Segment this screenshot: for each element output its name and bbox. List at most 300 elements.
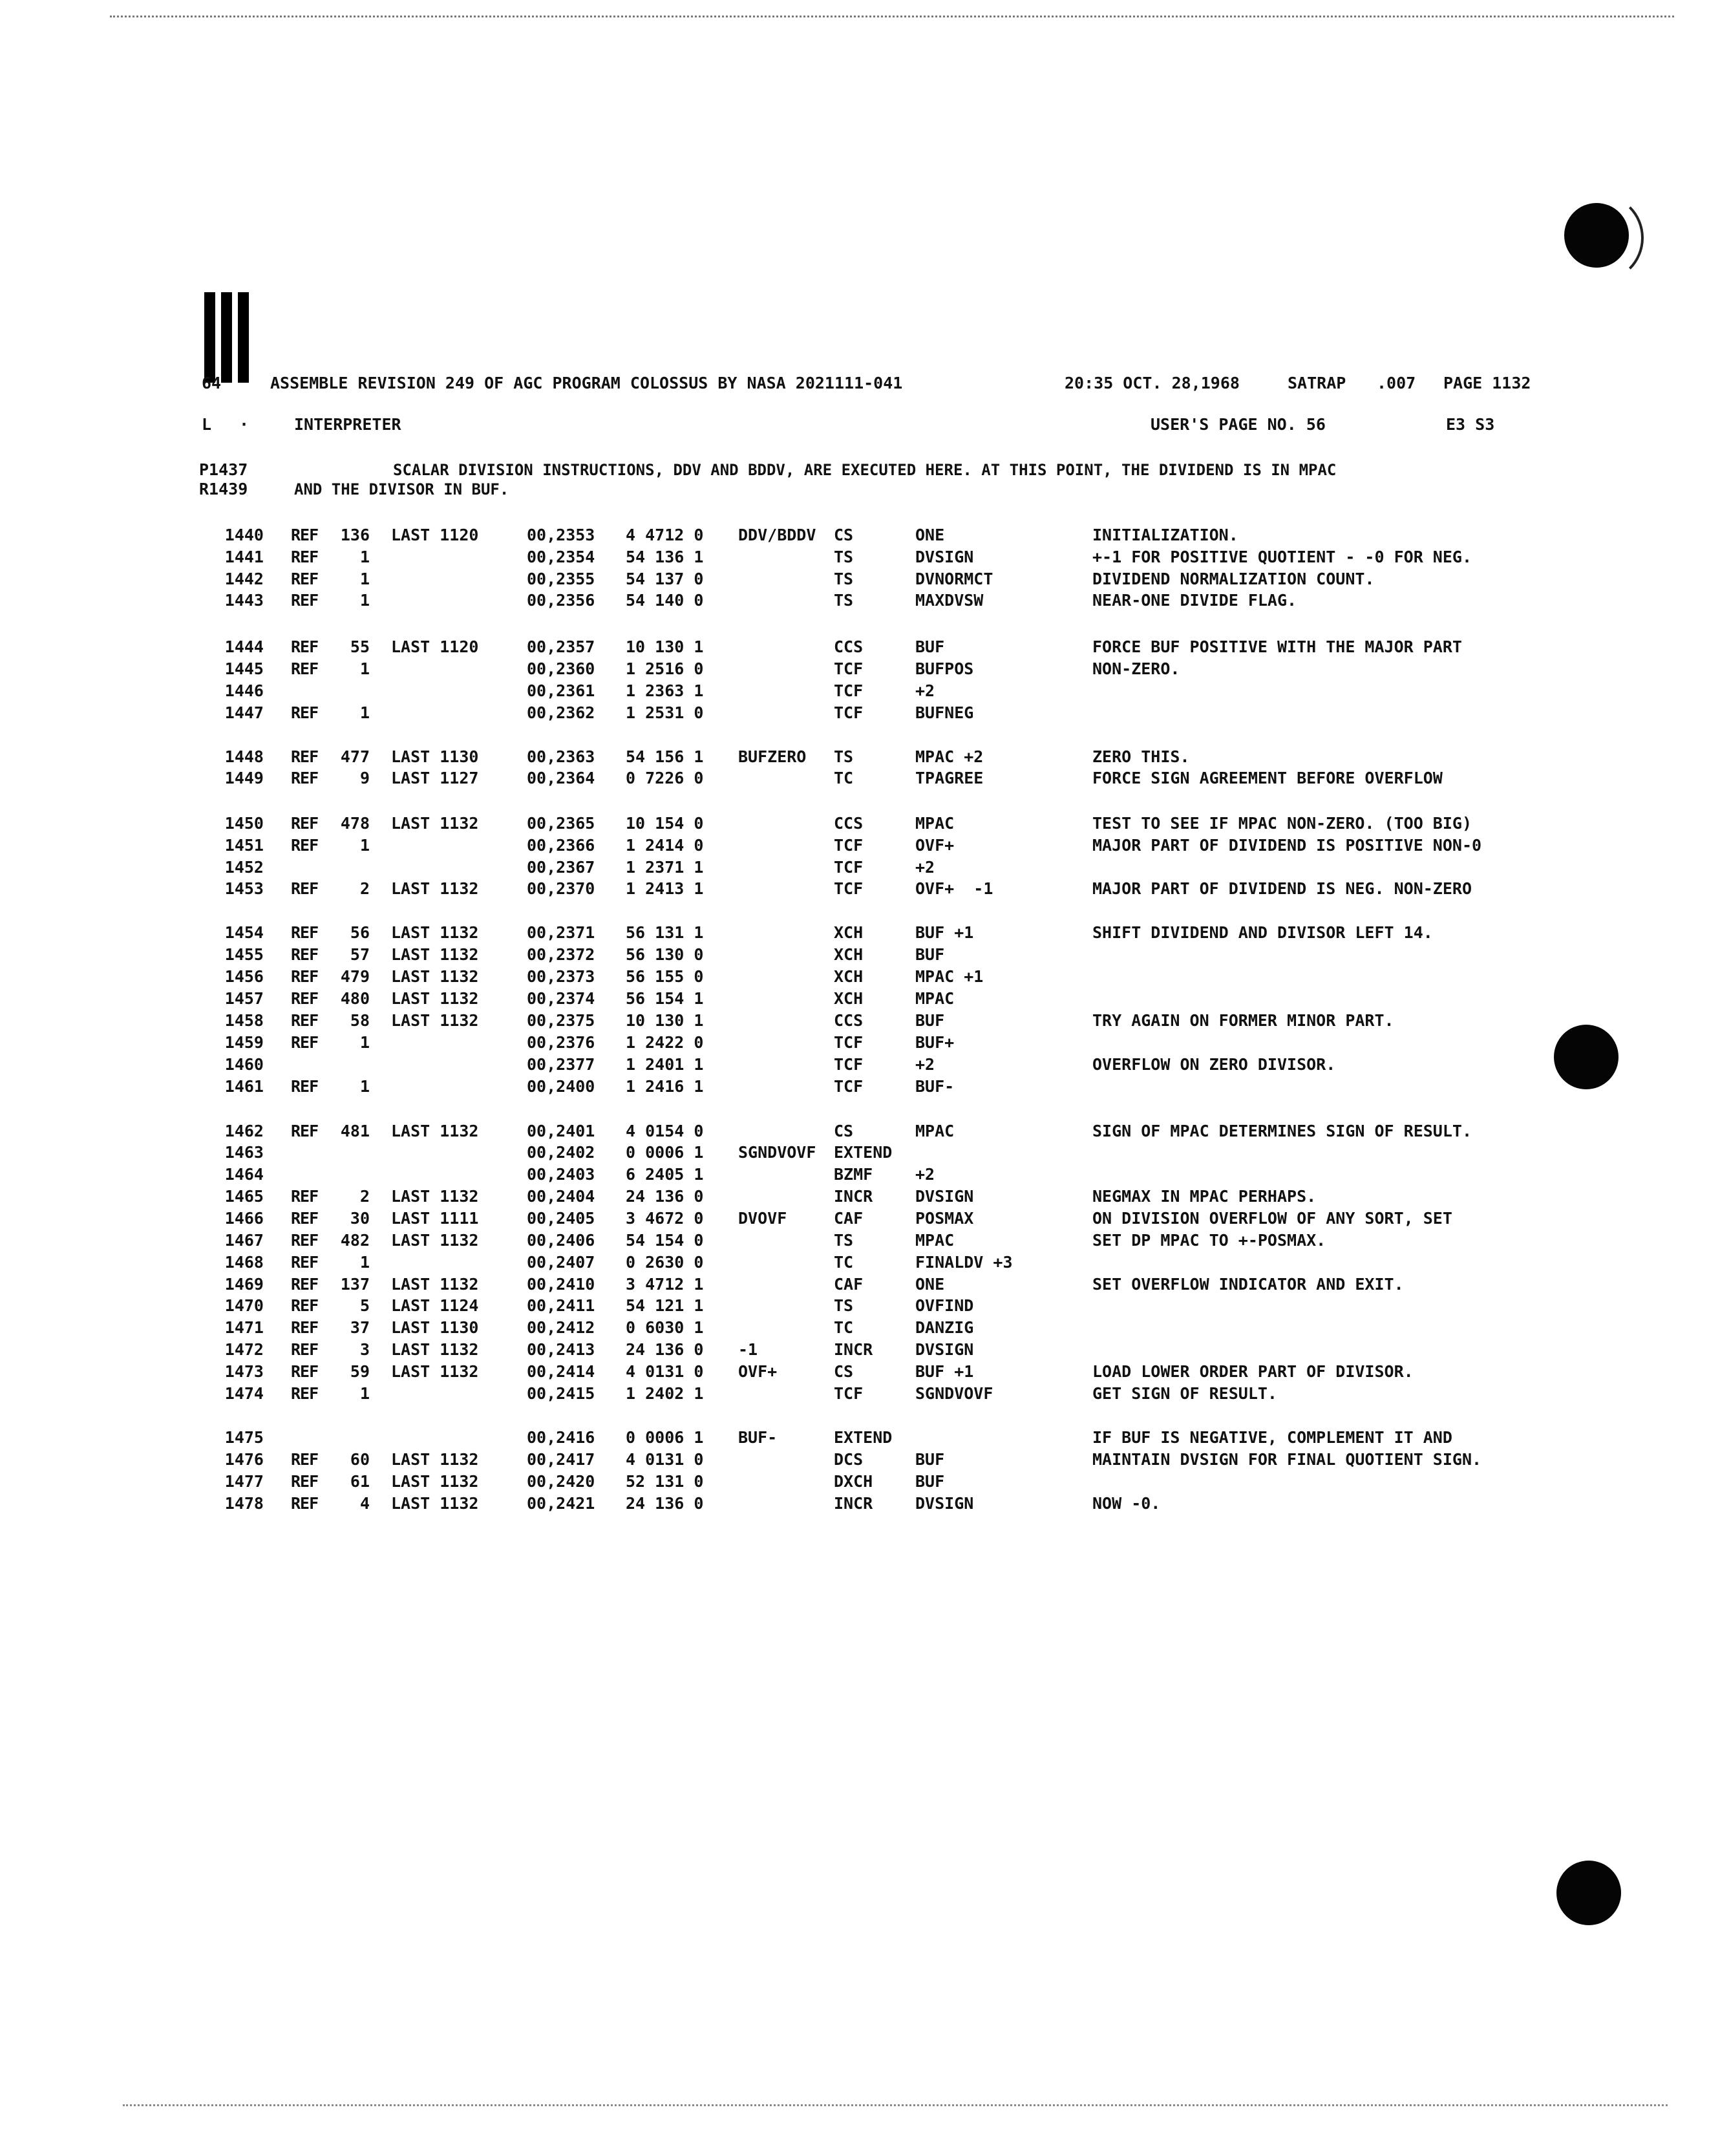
operand: +2 (915, 858, 935, 877)
ref-number: 1 (359, 836, 370, 855)
ref-number: 1 (359, 1253, 370, 1272)
address: 00,2413 (527, 1340, 595, 1359)
octal-code: 4 0131 0 (626, 1362, 704, 1381)
octal-code: 52 131 0 (626, 1472, 704, 1491)
operand: +2 (915, 681, 935, 700)
address: 00,2373 (527, 967, 595, 986)
opcode: INCR (834, 1340, 873, 1359)
last-reference: LAST 1127 (391, 769, 479, 787)
octal-code: 24 136 0 (626, 1340, 704, 1359)
address: 00,2356 (527, 591, 595, 610)
last-reference: LAST 1132 (391, 1187, 479, 1206)
listing-row (0, 1010, 1709, 1031)
ref-code: REF (291, 1296, 319, 1315)
operand: +2 (915, 1055, 935, 1074)
octal-code: 10 154 0 (626, 814, 704, 833)
opcode: XCH (834, 923, 864, 942)
ref-code: REF (291, 989, 319, 1008)
header-prefix: 64 (202, 374, 222, 392)
last-reference: LAST 1132 (391, 1011, 479, 1030)
opcode: CAF (834, 1209, 864, 1228)
comment: NON-ZERO. (1092, 659, 1180, 678)
octal-code: 4 0154 0 (626, 1122, 704, 1140)
opcode: TS (834, 1231, 854, 1250)
comment: MAINTAIN DVSIGN FOR FINAL QUOTIENT SIGN. (1092, 1450, 1482, 1469)
last-reference: LAST 1132 (391, 1472, 479, 1491)
operand: DVSIGN (915, 1494, 974, 1513)
operand: POSMAX (915, 1209, 974, 1228)
comment: TRY AGAIN ON FORMER MINOR PART. (1092, 1011, 1394, 1030)
ref-code: REF (291, 1472, 319, 1491)
comment: SET DP MPAC TO +-POSMAX. (1092, 1231, 1326, 1250)
comment: SIGN OF MPAC DETERMINES SIGN OF RESULT. (1092, 1122, 1472, 1140)
listing-row (0, 590, 1709, 611)
ref-number: 37 (350, 1318, 370, 1337)
line-number: 1478 (224, 1494, 264, 1513)
ref-code: REF (291, 1318, 319, 1337)
opcode: TS (834, 747, 854, 766)
operand: MPAC (915, 989, 955, 1008)
listing-row (0, 1427, 1709, 1448)
address: 00,2400 (527, 1077, 595, 1096)
line-number: 1442 (224, 570, 264, 588)
opcode: EXTEND (834, 1428, 893, 1447)
octal-code: 0 0006 1 (626, 1428, 704, 1447)
header-title: ASSEMBLE REVISION 249 OF AGC PROGRAM COLOSSUS BY NASA 2021111-041 (270, 374, 903, 392)
ref-code: REF (291, 1077, 319, 1096)
line-number: 1472 (224, 1340, 264, 1359)
last-reference: LAST 1132 (391, 945, 479, 964)
last-reference: LAST 1130 (391, 1318, 479, 1337)
ref-number: 30 (350, 1209, 370, 1228)
label: BUF- (738, 1428, 778, 1447)
ref-code: REF (291, 1187, 319, 1206)
opcode: XCH (834, 967, 864, 986)
opcode: TC (834, 1318, 854, 1337)
ref-code: REF (291, 879, 319, 898)
opcode: XCH (834, 945, 864, 964)
line-number: 1455 (224, 945, 264, 964)
listing-row (0, 659, 1709, 679)
opcode: TCF (834, 703, 864, 722)
listing-row (0, 1361, 1709, 1382)
address: 00,2403 (527, 1165, 595, 1184)
ref-number: 482 (340, 1231, 370, 1250)
last-reference: LAST 1132 (391, 1340, 479, 1359)
line-number: 1446 (224, 681, 264, 700)
comment: FORCE BUF POSITIVE WITH THE MAJOR PART (1092, 637, 1462, 656)
comment: ZERO THIS. (1092, 747, 1190, 766)
line-number: 1477 (224, 1472, 264, 1491)
opcode: TCF (834, 1033, 864, 1052)
ref-number: 1 (359, 703, 370, 722)
last-reference: LAST 1132 (391, 989, 479, 1008)
line-number: 1461 (224, 1077, 264, 1096)
last-reference: LAST 1132 (391, 1122, 479, 1140)
ref-code: REF (291, 548, 319, 566)
address: 00,2416 (527, 1428, 595, 1447)
listing-row (0, 1449, 1709, 1470)
operand: MPAC (915, 814, 955, 833)
comment: SHIFT DIVIDEND AND DIVISOR LEFT 14. (1092, 923, 1433, 942)
comment: ON DIVISION OVERFLOW OF ANY SORT, SET (1092, 1209, 1452, 1228)
line-number: 1452 (224, 858, 264, 877)
header-system: SATRAP (1288, 374, 1346, 392)
octal-code: 1 2363 1 (626, 681, 704, 700)
label: BUFZERO (738, 747, 807, 766)
operand: MPAC +2 (915, 747, 984, 766)
address: 00,2364 (527, 769, 595, 787)
address: 00,2421 (527, 1494, 595, 1513)
opcode: TCF (834, 858, 864, 877)
opcode: CS (834, 1362, 854, 1381)
comment: OVERFLOW ON ZERO DIVISOR. (1092, 1055, 1336, 1074)
subheader-section: INTERPRETER (294, 415, 401, 434)
ref-number: 1 (359, 548, 370, 566)
line-number: 1466 (224, 1209, 264, 1228)
opcode: CS (834, 526, 854, 544)
ref-code: REF (291, 1033, 319, 1052)
address: 00,2355 (527, 570, 595, 588)
ref-number: 9 (359, 769, 370, 787)
comment: FORCE SIGN AGREEMENT BEFORE OVERFLOW (1092, 769, 1443, 787)
octal-code: 1 2401 1 (626, 1055, 704, 1074)
opcode: TCF (834, 836, 864, 855)
ref-number: 61 (350, 1472, 370, 1491)
listing-row (0, 1493, 1709, 1514)
opcode: EXTEND (834, 1143, 893, 1162)
ref-number: 1 (359, 1077, 370, 1096)
opcode: CCS (834, 814, 864, 833)
opcode: INCR (834, 1187, 873, 1206)
ref-code: REF (291, 814, 319, 833)
page-edge-bottom (123, 2104, 1668, 2106)
operand: SGNDVOVF (915, 1384, 993, 1403)
address: 00,2407 (527, 1253, 595, 1272)
ref-number: 481 (340, 1122, 370, 1140)
operand: BUF- (915, 1077, 955, 1096)
opcode: TCF (834, 1055, 864, 1074)
listing-row (0, 1121, 1709, 1142)
listing-row (0, 747, 1709, 767)
line-number: 1457 (224, 989, 264, 1008)
ref-number: 2 (359, 1187, 370, 1206)
operand: OVF+ (915, 836, 955, 855)
preamble-line-number: P1437 (199, 460, 248, 479)
octal-code: 56 154 1 (626, 989, 704, 1008)
octal-code: 1 2402 1 (626, 1384, 704, 1403)
line-number: 1445 (224, 659, 264, 678)
comment: NEAR-ONE DIVIDE FLAG. (1092, 591, 1297, 610)
opcode: CAF (834, 1275, 864, 1294)
operand: DVSIGN (915, 548, 974, 566)
line-number: 1464 (224, 1165, 264, 1184)
comment: LOAD LOWER ORDER PART OF DIVISOR. (1092, 1362, 1414, 1381)
listing-row (0, 1383, 1709, 1404)
octal-code: 4 4712 0 (626, 526, 704, 544)
address: 00,2376 (527, 1033, 595, 1052)
last-reference: LAST 1132 (391, 1275, 479, 1294)
address: 00,2354 (527, 548, 595, 566)
operand: BUF +1 (915, 1362, 974, 1381)
octal-code: 54 136 1 (626, 548, 704, 566)
ref-code: REF (291, 1122, 319, 1140)
address: 00,2410 (527, 1275, 595, 1294)
octal-code: 54 137 0 (626, 570, 704, 588)
opcode: TCF (834, 1077, 864, 1096)
line-number: 1459 (224, 1033, 264, 1052)
operand: OVF+ -1 (915, 879, 993, 898)
address: 00,2365 (527, 814, 595, 833)
listing-row (0, 525, 1709, 546)
operand: ONE (915, 1275, 945, 1294)
ref-number: 478 (340, 814, 370, 833)
octal-code: 3 4712 1 (626, 1275, 704, 1294)
address: 00,2363 (527, 747, 595, 766)
operand: BUF (915, 1450, 945, 1469)
ref-number: 55 (350, 637, 370, 656)
ref-code: REF (291, 1384, 319, 1403)
last-reference: LAST 1111 (391, 1209, 479, 1228)
listing-row (0, 1274, 1709, 1295)
comment: INITIALIZATION. (1092, 526, 1238, 544)
listing-row (0, 1054, 1709, 1075)
octal-code: 4 0131 0 (626, 1450, 704, 1469)
ref-number: 136 (340, 526, 370, 544)
octal-code: 10 130 1 (626, 637, 704, 656)
operand: BUF (915, 637, 945, 656)
opcode: TS (834, 570, 854, 588)
listing-row (0, 988, 1709, 1009)
listing-row (0, 835, 1709, 856)
line-number: 1451 (224, 836, 264, 855)
subheader-dot: · (239, 415, 249, 434)
octal-code: 54 156 1 (626, 747, 704, 766)
opcode: CCS (834, 637, 864, 656)
address: 00,2362 (527, 703, 595, 722)
comment: DIVIDEND NORMALIZATION COUNT. (1092, 570, 1375, 588)
operand: BUF (915, 945, 945, 964)
opcode: CCS (834, 1011, 864, 1030)
line-number: 1441 (224, 548, 264, 566)
address: 00,2361 (527, 681, 595, 700)
listing-row (0, 681, 1709, 701)
listing-row (0, 547, 1709, 568)
last-reference: LAST 1132 (391, 923, 479, 942)
ref-code: REF (291, 923, 319, 942)
last-reference: LAST 1132 (391, 967, 479, 986)
line-number: 1474 (224, 1384, 264, 1403)
operand: MPAC (915, 1122, 955, 1140)
last-reference: LAST 1132 (391, 1231, 479, 1250)
opcode: TS (834, 548, 854, 566)
last-reference: LAST 1132 (391, 1450, 479, 1469)
opcode: TC (834, 1253, 854, 1272)
octal-code: 0 2630 0 (626, 1253, 704, 1272)
ref-code: REF (291, 1209, 319, 1228)
label: DVOVF (738, 1209, 787, 1228)
listing-row (0, 1252, 1709, 1273)
ref-number: 1 (359, 1384, 370, 1403)
ref-number: 1 (359, 659, 370, 678)
subheader-sheet: E3 S3 (1446, 415, 1495, 434)
operand: BUF (915, 1472, 945, 1491)
ref-number: 60 (350, 1450, 370, 1469)
address: 00,2366 (527, 836, 595, 855)
octal-code: 24 136 0 (626, 1494, 704, 1513)
listing-row (0, 1318, 1709, 1338)
ref-number: 137 (340, 1275, 370, 1294)
ref-number: 56 (350, 923, 370, 942)
octal-code: 1 2371 1 (626, 858, 704, 877)
listing-row (0, 1471, 1709, 1492)
comment: SET OVERFLOW INDICATOR AND EXIT. (1092, 1275, 1404, 1294)
ref-code: REF (291, 1340, 319, 1359)
address: 00,2371 (527, 923, 595, 942)
listing-row (0, 1164, 1709, 1185)
ref-number: 59 (350, 1362, 370, 1381)
line-number: 1450 (224, 814, 264, 833)
opcode: TCF (834, 1384, 864, 1403)
listing-row (0, 879, 1709, 899)
ref-number: 5 (359, 1296, 370, 1315)
operand: DVSIGN (915, 1187, 974, 1206)
comment: GET SIGN OF RESULT. (1092, 1384, 1277, 1403)
opcode: TS (834, 591, 854, 610)
listing-row (0, 637, 1709, 657)
operand: BUFNEG (915, 703, 974, 722)
opcode: BZMF (834, 1165, 873, 1184)
operand: +2 (915, 1165, 935, 1184)
opcode: DCS (834, 1450, 864, 1469)
line-number: 1456 (224, 967, 264, 986)
address: 00,2415 (527, 1384, 595, 1403)
ref-code: REF (291, 945, 319, 964)
opcode: INCR (834, 1494, 873, 1513)
line-number: 1443 (224, 591, 264, 610)
subheader-user-page: USER'S PAGE NO. 56 (1151, 415, 1326, 434)
address: 00,2411 (527, 1296, 595, 1315)
ref-code: REF (291, 1011, 319, 1030)
octal-code: 54 121 1 (626, 1296, 704, 1315)
line-number: 1475 (224, 1428, 264, 1447)
opcode: TCF (834, 879, 864, 898)
last-reference: LAST 1132 (391, 879, 479, 898)
listing-row (0, 945, 1709, 965)
last-reference: LAST 1132 (391, 814, 479, 833)
ref-code: REF (291, 637, 319, 656)
line-number: 1453 (224, 879, 264, 898)
line-number: 1476 (224, 1450, 264, 1469)
address: 00,2360 (527, 659, 595, 678)
octal-code: 0 0006 1 (626, 1143, 704, 1162)
preamble-line-number: R1439 (199, 480, 248, 498)
octal-code: 1 2414 0 (626, 836, 704, 855)
operand: MPAC (915, 1231, 955, 1250)
ref-number: 480 (340, 989, 370, 1008)
line-number: 1440 (224, 526, 264, 544)
octal-code: 56 130 0 (626, 945, 704, 964)
opcode: DXCH (834, 1472, 873, 1491)
line-number: 1467 (224, 1231, 264, 1250)
octal-code: 54 140 0 (626, 591, 704, 610)
preamble-text: SCALAR DIVISION INSTRUCTIONS, DDV AND BDDV, ARE EXECUTED HERE. AT THIS POINT, THE DIVIDEND IS IN MPAC (393, 461, 1337, 479)
operand: BUFPOS (915, 659, 974, 678)
comment: IF BUF IS NEGATIVE, COMPLEMENT IT AND (1092, 1428, 1452, 1447)
line-number: 1458 (224, 1011, 264, 1030)
address: 00,2404 (527, 1187, 595, 1206)
listing-row (0, 703, 1709, 723)
ref-number: 57 (350, 945, 370, 964)
listing-row (0, 1032, 1709, 1053)
operand: DVNORMCT (915, 570, 993, 588)
label: -1 (738, 1340, 758, 1359)
octal-code: 1 2416 1 (626, 1077, 704, 1096)
header-date: 20:35 OCT. 28,1968 (1065, 374, 1240, 392)
operand: MPAC +1 (915, 967, 984, 986)
operand: TPAGREE (915, 769, 984, 787)
octal-code: 56 155 0 (626, 967, 704, 986)
ref-code: REF (291, 570, 319, 588)
comment: MAJOR PART OF DIVIDEND IS POSITIVE NON-0 (1092, 836, 1482, 855)
address: 00,2417 (527, 1450, 595, 1469)
listing-row (0, 1296, 1709, 1316)
ref-code: REF (291, 591, 319, 610)
octal-code: 10 130 1 (626, 1011, 704, 1030)
operand: BUF +1 (915, 923, 974, 942)
opcode: CS (834, 1122, 854, 1140)
operand: MAXDVSW (915, 591, 984, 610)
last-reference: LAST 1130 (391, 747, 479, 766)
address: 00,2377 (527, 1055, 595, 1074)
comment: +-1 FOR POSITIVE QUOTIENT - -0 FOR NEG. (1092, 548, 1472, 566)
address: 00,2353 (527, 526, 595, 544)
line-number: 1460 (224, 1055, 264, 1074)
comment: MAJOR PART OF DIVIDEND IS NEG. NON-ZERO (1092, 879, 1472, 898)
line-number: 1454 (224, 923, 264, 942)
ref-code: REF (291, 836, 319, 855)
octal-code: 54 154 0 (626, 1231, 704, 1250)
line-number: 1462 (224, 1122, 264, 1140)
operand: OVFIND (915, 1296, 974, 1315)
ref-code: REF (291, 967, 319, 986)
octal-code: 3 4672 0 (626, 1209, 704, 1228)
page-edge-top (110, 16, 1674, 17)
subheader-mark: L (202, 415, 212, 434)
operand: FINALDV +3 (915, 1253, 1013, 1272)
ref-number: 1 (359, 591, 370, 610)
comment: NEGMAX IN MPAC PERHAPS. (1092, 1187, 1317, 1206)
last-reference: LAST 1120 (391, 526, 479, 544)
ref-code: REF (291, 1494, 319, 1513)
ref-number: 1 (359, 570, 370, 588)
line-number: 1471 (224, 1318, 264, 1337)
opcode: XCH (834, 989, 864, 1008)
opcode: TCF (834, 681, 864, 700)
octal-code: 56 131 1 (626, 923, 704, 942)
ref-code: REF (291, 1231, 319, 1250)
operand: DANZIG (915, 1318, 974, 1337)
line-number: 1449 (224, 769, 264, 787)
punch-hole-top-arc (1555, 193, 1644, 283)
address: 00,2370 (527, 879, 595, 898)
line-number: 1468 (224, 1253, 264, 1272)
address: 00,2406 (527, 1231, 595, 1250)
last-reference: LAST 1124 (391, 1296, 479, 1315)
label: OVF+ (738, 1362, 778, 1381)
listing-row (0, 813, 1709, 834)
octal-code: 1 2531 0 (626, 703, 704, 722)
